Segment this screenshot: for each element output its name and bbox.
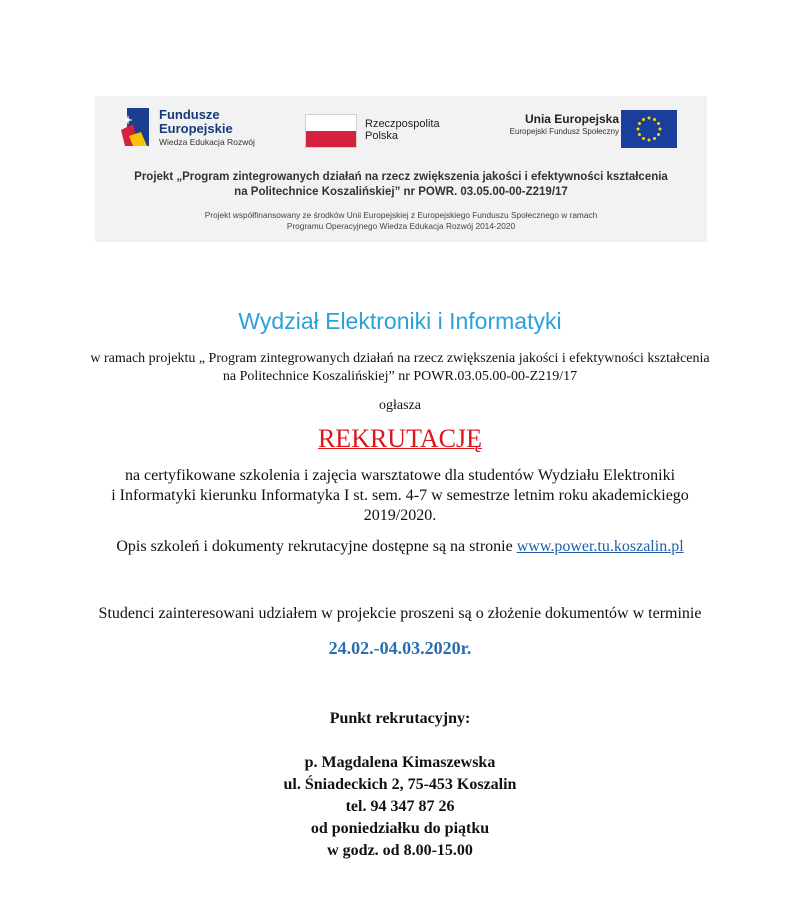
banner-cofinance-line1: Projekt współfinansowany ze środków Unii Europejskiej z Europejskiego Funduszu Społecznego w ramach <box>204 210 598 220</box>
contact-details <box>0 752 800 862</box>
fe-title-line2: Europejskie <box>159 121 233 136</box>
ue-title: Unia Europejska <box>524 112 619 126</box>
banner-cofinance-line2: Programu Operacyjnego Wiedza Edukacja Rozwój 2014-2020 <box>286 221 516 231</box>
eu-funding-banner <box>95 96 707 242</box>
eu-star-icon <box>657 133 660 136</box>
website-link[interactable]: www.power.tu.koszalin.pl <box>516 538 684 555</box>
banner-project-title-line1: Projekt „Program zintegrowanych działań na rzecz zwiększenia jakości i efektywności kształcenia <box>134 171 668 183</box>
eu-star-icon <box>642 118 645 121</box>
rp-line2: Polska <box>365 130 399 142</box>
eu-star-icon <box>657 122 660 125</box>
fe-title-line1: Fundusze <box>159 107 220 122</box>
training-line2: i Informatyki kierunku Informatyka I st. sem. 4-7 w semestrze letnim roku akademickiego <box>111 487 689 504</box>
fundusze-europejskie-logo <box>119 104 269 150</box>
announces-text: ogłasza <box>379 398 421 413</box>
eu-star-icon <box>642 137 645 140</box>
eu-star-icon <box>637 128 640 131</box>
fe-subtitle: Wiedza Edukacja Rozwój <box>159 137 255 147</box>
eu-star-icon <box>653 137 656 140</box>
polish-flag-icon <box>305 114 357 148</box>
department-heading: Wydział Elektroniki i Informatyki <box>238 308 562 334</box>
eu-star-icon <box>638 122 641 125</box>
eu-star-icon <box>648 139 651 142</box>
eu-star-icon <box>638 133 641 136</box>
documents-text: Opis szkoleń i dokumenty rekrutacyjne dostępne są na stronie <box>116 538 517 555</box>
deadline-text: Studenci zainteresowani udziałem w projekcie proszeni są o złożenie dokumentów w terminie <box>98 605 702 622</box>
contact-days: od poniedziałku do piątku <box>310 820 490 837</box>
training-line3: 2019/2020. <box>363 507 437 524</box>
project-line1: w ramach projektu „ Program zintegrowanych działań na rzecz zwiększenia jakości i efektywności kształcenia <box>90 351 710 366</box>
project-description <box>0 350 800 386</box>
project-line2: na Politechnice Koszalińskiej” nr POWR.03.05.00-00-Z219/17 <box>222 369 578 384</box>
fundusze-europejskie-icon <box>119 106 153 148</box>
eu-star-icon <box>659 128 662 131</box>
documents-info <box>0 538 800 556</box>
contact-heading: Punkt rekrutacyjny: <box>329 710 471 727</box>
eu-flag-icon <box>621 110 677 148</box>
deadline-dates: 24.02.-04.03.2020r. <box>328 638 472 658</box>
banner-project-title <box>95 170 707 200</box>
unia-europejska-logo <box>499 110 689 150</box>
banner-project-title-line2: na Politechnice Koszalińskiej” nr POWR. 03.05.00-00-Z219/17 <box>234 186 568 198</box>
contact-phone: tel. 94 347 87 26 <box>345 798 455 815</box>
training-description <box>0 466 800 526</box>
contact-hours: w godz. od 8.00-15.00 <box>327 842 473 859</box>
eu-star-icon <box>653 118 656 121</box>
contact-name: p. Magdalena Kimaszewska <box>304 754 496 771</box>
rp-line1: Rzeczpospolita <box>365 118 440 130</box>
recruitment-heading: REKRUTACJĘ <box>317 424 483 453</box>
contact-address: ul. Śniadeckich 2, 75-453 Koszalin <box>283 776 517 793</box>
ue-subtitle: Europejski Fundusz Społeczny <box>509 127 619 136</box>
banner-cofinance-note <box>95 210 707 232</box>
eu-star-icon <box>648 117 651 120</box>
training-line1: na certyfikowane szkolenia i zajęcia warsztatowe dla studentów Wydziału Elektroniki <box>124 467 676 484</box>
